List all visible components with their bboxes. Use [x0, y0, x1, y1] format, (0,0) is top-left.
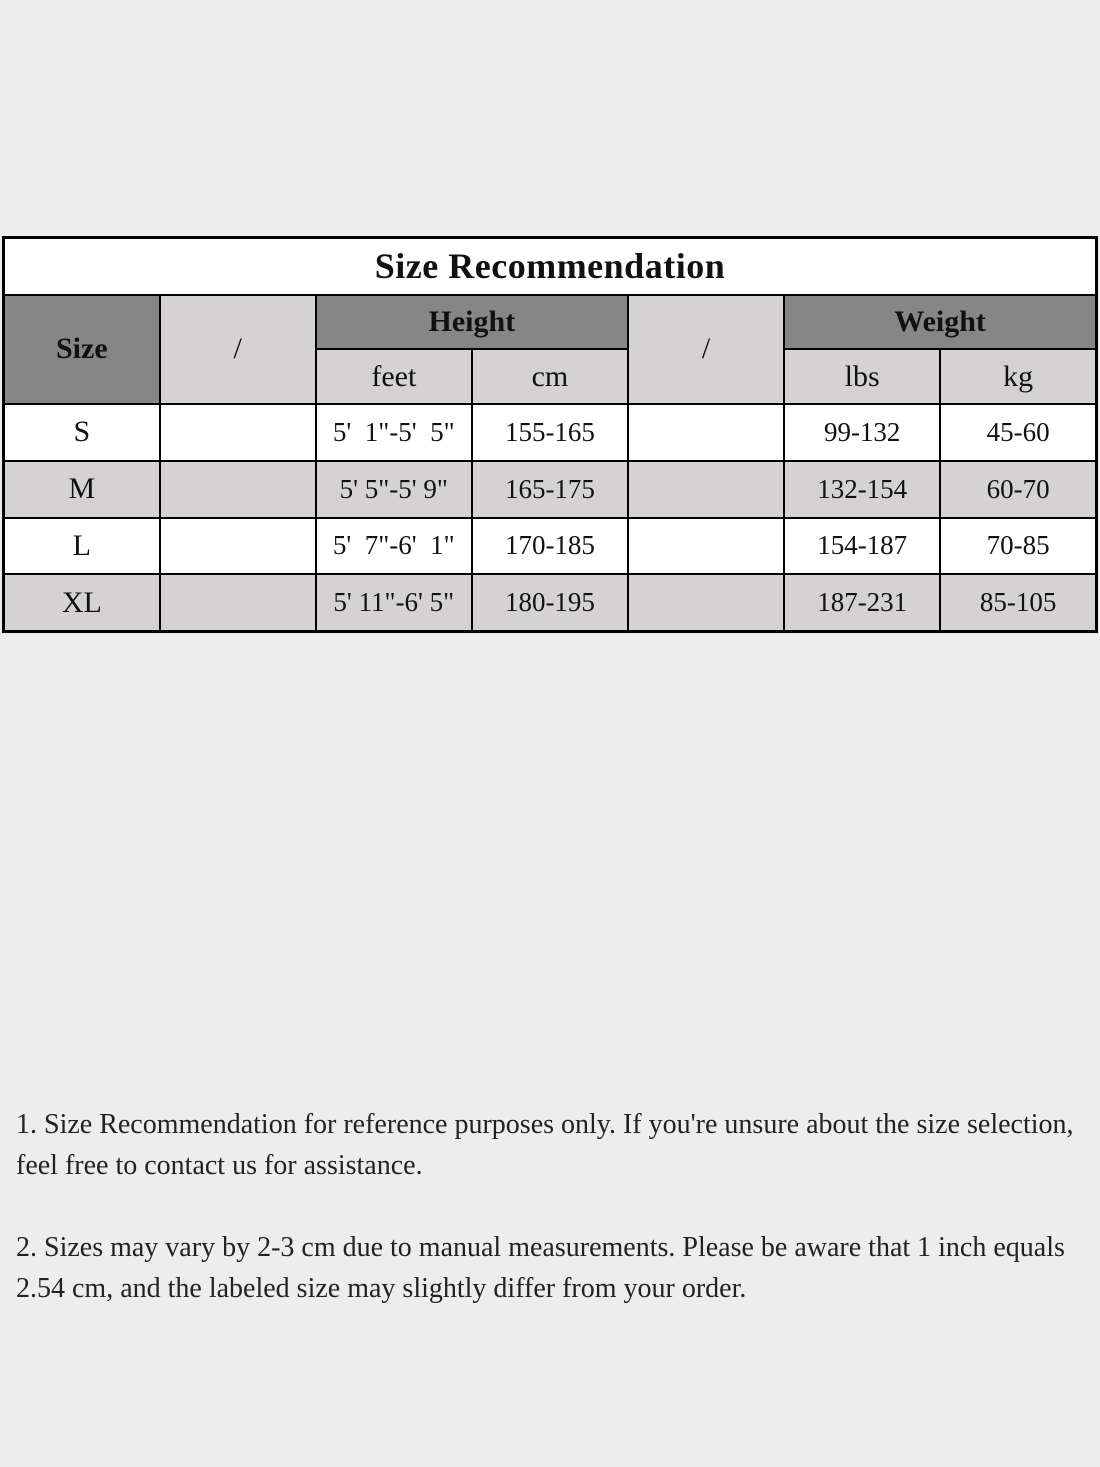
kg-cell: 45-60 [940, 404, 1096, 461]
empty-cell [160, 461, 316, 518]
cm-cell: 180-195 [472, 574, 628, 631]
size-header: Size [4, 295, 160, 404]
note-variance: 2. Sizes may vary by 2-3 cm due to manual measurements. Please be aware that 1 inch equals 2.54 cm, and the labeled size may slightly differ from your order. [16, 1232, 1065, 1304]
size-recommendation-table [2, 236, 1098, 633]
lbs-cell: 99-132 [784, 404, 940, 461]
kg-cell: 60-70 [940, 461, 1096, 518]
feet-cell: 5' 1"-5' 5" [316, 404, 472, 461]
empty-cell [160, 518, 316, 575]
empty-cell [628, 461, 784, 518]
note-reference: 1. Size Recommendation for reference purposes only. If you're unsure about the size selection, feel free to contact us for assistance. [16, 1109, 1074, 1181]
lbs-cell: 187-231 [784, 574, 940, 631]
table-title: Size Recommendation [4, 238, 1097, 295]
slash-header-1: / [160, 295, 316, 404]
slash-header-2: / [628, 295, 784, 404]
empty-cell [628, 574, 784, 631]
lbs-cell: 154-187 [784, 518, 940, 575]
feet-cell: 5' 7"-6' 1" [316, 518, 472, 575]
empty-cell [160, 574, 316, 631]
size-cell: L [4, 518, 160, 575]
table-row [4, 518, 1097, 575]
kg-header: kg [940, 349, 1096, 404]
empty-cell [628, 518, 784, 575]
feet-header: feet [316, 349, 472, 404]
empty-cell [628, 404, 784, 461]
cm-cell: 155-165 [472, 404, 628, 461]
weight-header: Weight [784, 295, 1096, 350]
size-cell: S [4, 404, 160, 461]
lbs-header: lbs [784, 349, 940, 404]
cm-cell: 165-175 [472, 461, 628, 518]
kg-cell: 70-85 [940, 518, 1096, 575]
table-row [4, 404, 1097, 461]
height-header: Height [316, 295, 628, 350]
lbs-cell: 132-154 [784, 461, 940, 518]
table-row [4, 461, 1097, 518]
feet-cell: 5' 5"-5' 9" [316, 461, 472, 518]
empty-cell [160, 404, 316, 461]
table-row [4, 574, 1097, 631]
kg-cell: 85-105 [940, 574, 1096, 631]
feet-cell: 5' 11"-6' 5" [316, 574, 472, 631]
size-cell: XL [4, 574, 160, 631]
cm-cell: 170-185 [472, 518, 628, 575]
size-cell: M [4, 461, 160, 518]
size-notes [16, 1104, 1086, 1350]
cm-header: cm [472, 349, 628, 404]
